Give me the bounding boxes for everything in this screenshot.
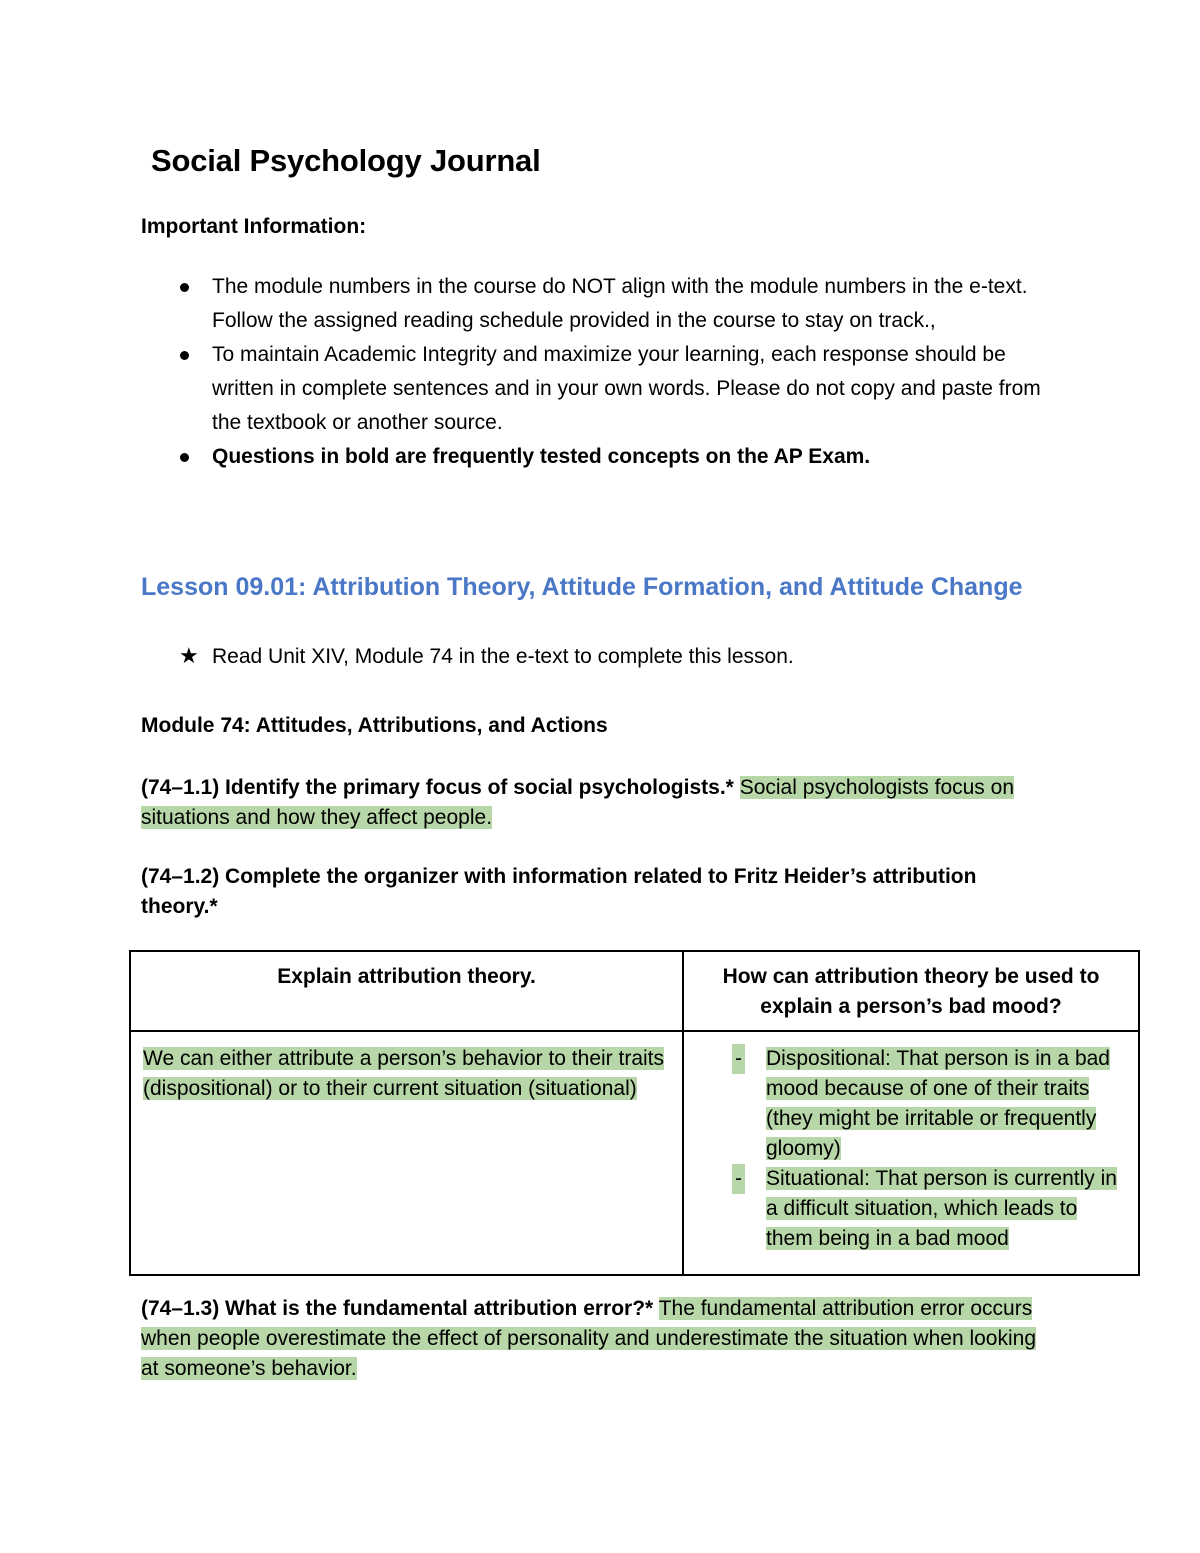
info-item: Questions in bold are frequently tested concepts on the AP Exam.	[141, 440, 1061, 474]
lesson-title: Lesson 09.01: Attribution Theory, Attitude Formation, and Attitude Change	[141, 573, 1023, 601]
answer-text[interactable]: The fundamental attribution error occurs when people overestimate the effect of personality and underestimate the situation when looking at someone’s behavior.	[141, 1297, 1037, 1380]
info-item: The module numbers in the course do NOT align with the module numbers in the e-text. Follow the assigned reading schedule provided in the course to stay on track.,	[141, 270, 1061, 338]
dash-marker: -	[732, 1044, 745, 1074]
question-prompt: (74–1.3) What is the fundamental attribution error?*	[141, 1297, 654, 1320]
question-prompt: (74–1.2) Complete the organizer with information related to Fritz Heider’s attribution theory.*	[141, 865, 977, 918]
list-item: - Dispositional: That person is in a bad mood because of one of their traits (they might be irritable or frequently gloomy)	[696, 1044, 1128, 1164]
question-74-1-2	[141, 862, 1041, 922]
col1-header: Explain attribution theory.	[130, 951, 683, 1031]
col1-answer-cell[interactable]	[130, 1031, 683, 1275]
list-item: - Situational: That person is currently in a difficult situation, which leads to them being in a bad mood	[696, 1164, 1128, 1254]
attribution-organizer-table	[129, 950, 1140, 1276]
important-info-label: Important Information:	[141, 215, 367, 238]
question-74-1-3	[141, 1294, 1041, 1384]
read-instruction: ★ Read Unit XIV, Module 74 in the e-text to complete this lesson.	[179, 641, 794, 672]
bullet-icon	[180, 351, 189, 360]
table-header-row	[130, 951, 1139, 1031]
bullet-icon	[180, 453, 189, 462]
table-row	[130, 1031, 1139, 1275]
info-item: To maintain Academic Integrity and maximize your learning, each response should be written in complete sentences and in your own words. Please do not copy and paste from the textbook or another source.	[141, 338, 1061, 440]
bullet-icon	[180, 283, 189, 292]
question-prompt: (74–1.1) Identify the primary focus of social psychologists.*	[141, 776, 734, 799]
col2-answer-cell[interactable]	[683, 1031, 1139, 1275]
info-list	[141, 270, 1061, 474]
page-title: Social Psychology Journal	[151, 143, 541, 178]
module-heading: Module 74: Attitudes, Attributions, and Actions	[141, 714, 608, 737]
star-icon: ★	[179, 643, 199, 668]
dash-marker: -	[732, 1164, 745, 1194]
answer-text: We can either attribute a person’s behavior to their traits (dispositional) or to their current situation (situational)	[143, 1047, 665, 1100]
question-74-1-1	[141, 773, 1041, 833]
col2-header: How can attribution theory be used to explain a person’s bad mood?	[683, 951, 1139, 1031]
answer-text[interactable]: Social psychologists focus on situations and how they affect people.	[141, 776, 1014, 829]
response-list	[696, 1044, 1128, 1254]
